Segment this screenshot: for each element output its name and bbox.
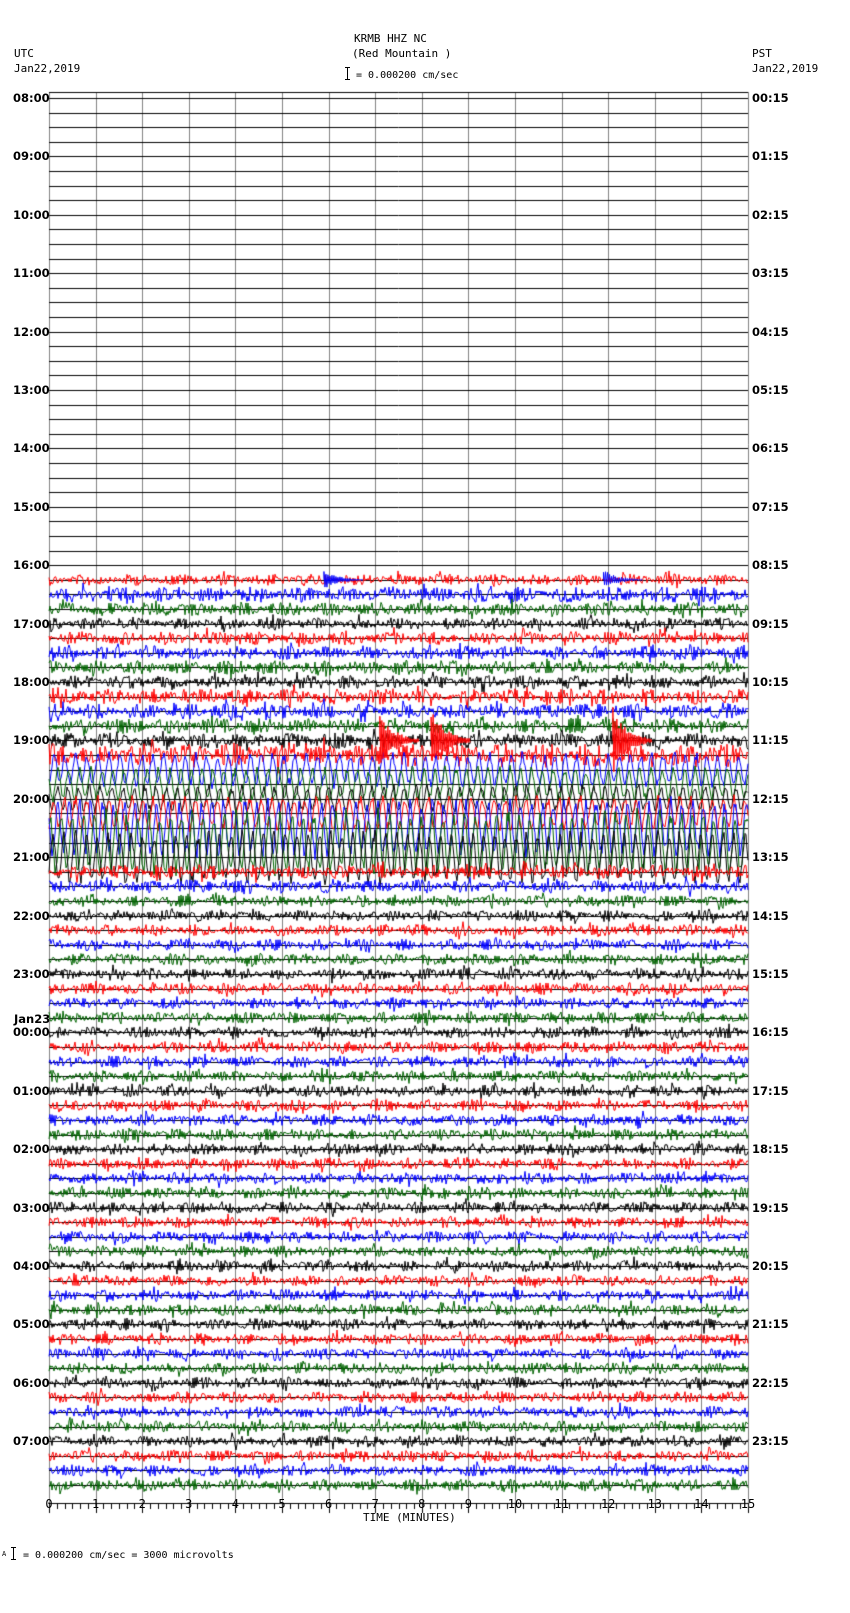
x-tick-label: 2 xyxy=(138,1497,146,1511)
pst-hour-label: 12:15 xyxy=(752,791,789,806)
pst-hour-label: 13:15 xyxy=(752,850,789,865)
pst-hour-label: 02:15 xyxy=(752,207,789,222)
pst-hour-label: 21:15 xyxy=(752,1317,789,1332)
utc-hour-label: 10:00 xyxy=(13,207,50,222)
utc-hour-label: 13:00 xyxy=(13,383,50,397)
pst-hour-label: 09:15 xyxy=(752,616,789,631)
pst-hour-label: 03:15 xyxy=(752,266,789,281)
pst-hour-label: 11:15 xyxy=(752,733,789,748)
pst-hour-label: 10:15 xyxy=(752,675,789,689)
pst-hour-label: 08:15 xyxy=(752,558,789,573)
x-tick-label: 10 xyxy=(507,1497,523,1511)
x-tick-label: 6 xyxy=(324,1497,333,1511)
utc-hour-label: 09:00 xyxy=(13,149,50,164)
utc-hour-label: 03:00 xyxy=(13,1200,50,1215)
utc-hour-label: 19:00 xyxy=(13,733,50,748)
x-tick-label: 0 xyxy=(45,1497,53,1511)
x-tick-label: 14 xyxy=(694,1497,709,1511)
utc-hour-label: 00:00 xyxy=(13,1025,50,1040)
utc-hour-label: 23:00 xyxy=(13,967,50,981)
utc-hour-label: 14:00 xyxy=(13,441,50,456)
utc-hour-label: 17:00 xyxy=(13,616,50,631)
x-tick-label: 5 xyxy=(278,1497,286,1511)
pst-hour-label: 15:15 xyxy=(752,967,789,981)
utc-hour-label: 15:00 xyxy=(13,499,50,514)
x-tick-label: 12 xyxy=(600,1497,616,1511)
x-tick-label: 4 xyxy=(231,1497,240,1511)
date-change-label: Jan23 xyxy=(14,1012,51,1027)
pst-hour-label: 17:15 xyxy=(752,1083,789,1098)
pst-hour-label: 18:15 xyxy=(752,1142,789,1157)
pst-hour-label: 22:15 xyxy=(752,1375,789,1390)
utc-hour-label: 21:00 xyxy=(13,850,50,865)
pst-hour-label: 06:15 xyxy=(752,441,789,456)
utc-hour-label: 02:00 xyxy=(13,1142,50,1157)
utc-hour-label: 05:00 xyxy=(13,1317,50,1332)
utc-hour-label: 06:00 xyxy=(13,1375,50,1390)
x-tick-label: 13 xyxy=(647,1497,663,1511)
pst-hour-label: 23:15 xyxy=(752,1434,789,1449)
x-tick-label: 15 xyxy=(740,1497,756,1511)
x-tick-label: 9 xyxy=(464,1497,473,1511)
pst-hour-label: 01:15 xyxy=(752,149,789,164)
utc-hour-label: 16:00 xyxy=(13,558,50,573)
x-tick-label: 8 xyxy=(418,1497,426,1511)
pst-hour-label: 00:15 xyxy=(752,91,789,105)
x-tick-label: 11 xyxy=(554,1497,569,1511)
utc-hour-label: 22:00 xyxy=(13,908,50,923)
utc-hour-label: 04:00 xyxy=(13,1259,50,1273)
utc-hour-label: 11:00 xyxy=(13,266,50,281)
x-axis-title: TIME (MINUTES) xyxy=(363,1511,456,1524)
utc-hour-label: 01:00 xyxy=(13,1083,50,1098)
footer-scale-bar-icon xyxy=(13,1547,14,1560)
x-tick-label: 7 xyxy=(371,1497,379,1511)
utc-hour-label: 12:00 xyxy=(13,324,50,339)
pst-hour-label: 20:15 xyxy=(752,1259,789,1273)
footer-scale-prefix: A xyxy=(2,1550,7,1558)
footer-scale-text: = 0.000200 cm/sec = 3000 microvolts xyxy=(23,1550,234,1561)
x-tick-label: 1 xyxy=(91,1497,100,1511)
utc-hour-label: 08:00 xyxy=(13,91,50,105)
pst-hour-label: 05:15 xyxy=(752,383,789,397)
x-tick-label: 3 xyxy=(185,1497,193,1511)
pst-hour-label: 04:15 xyxy=(752,324,789,339)
pst-hour-label: 14:15 xyxy=(752,908,789,923)
pst-hour-label: 07:15 xyxy=(752,499,789,514)
pst-hour-label: 16:15 xyxy=(752,1025,789,1040)
utc-hour-label: 07:00 xyxy=(13,1434,50,1449)
pst-hour-label: 19:15 xyxy=(752,1200,789,1215)
utc-hour-label: 20:00 xyxy=(13,791,50,806)
utc-hour-label: 18:00 xyxy=(13,675,50,689)
